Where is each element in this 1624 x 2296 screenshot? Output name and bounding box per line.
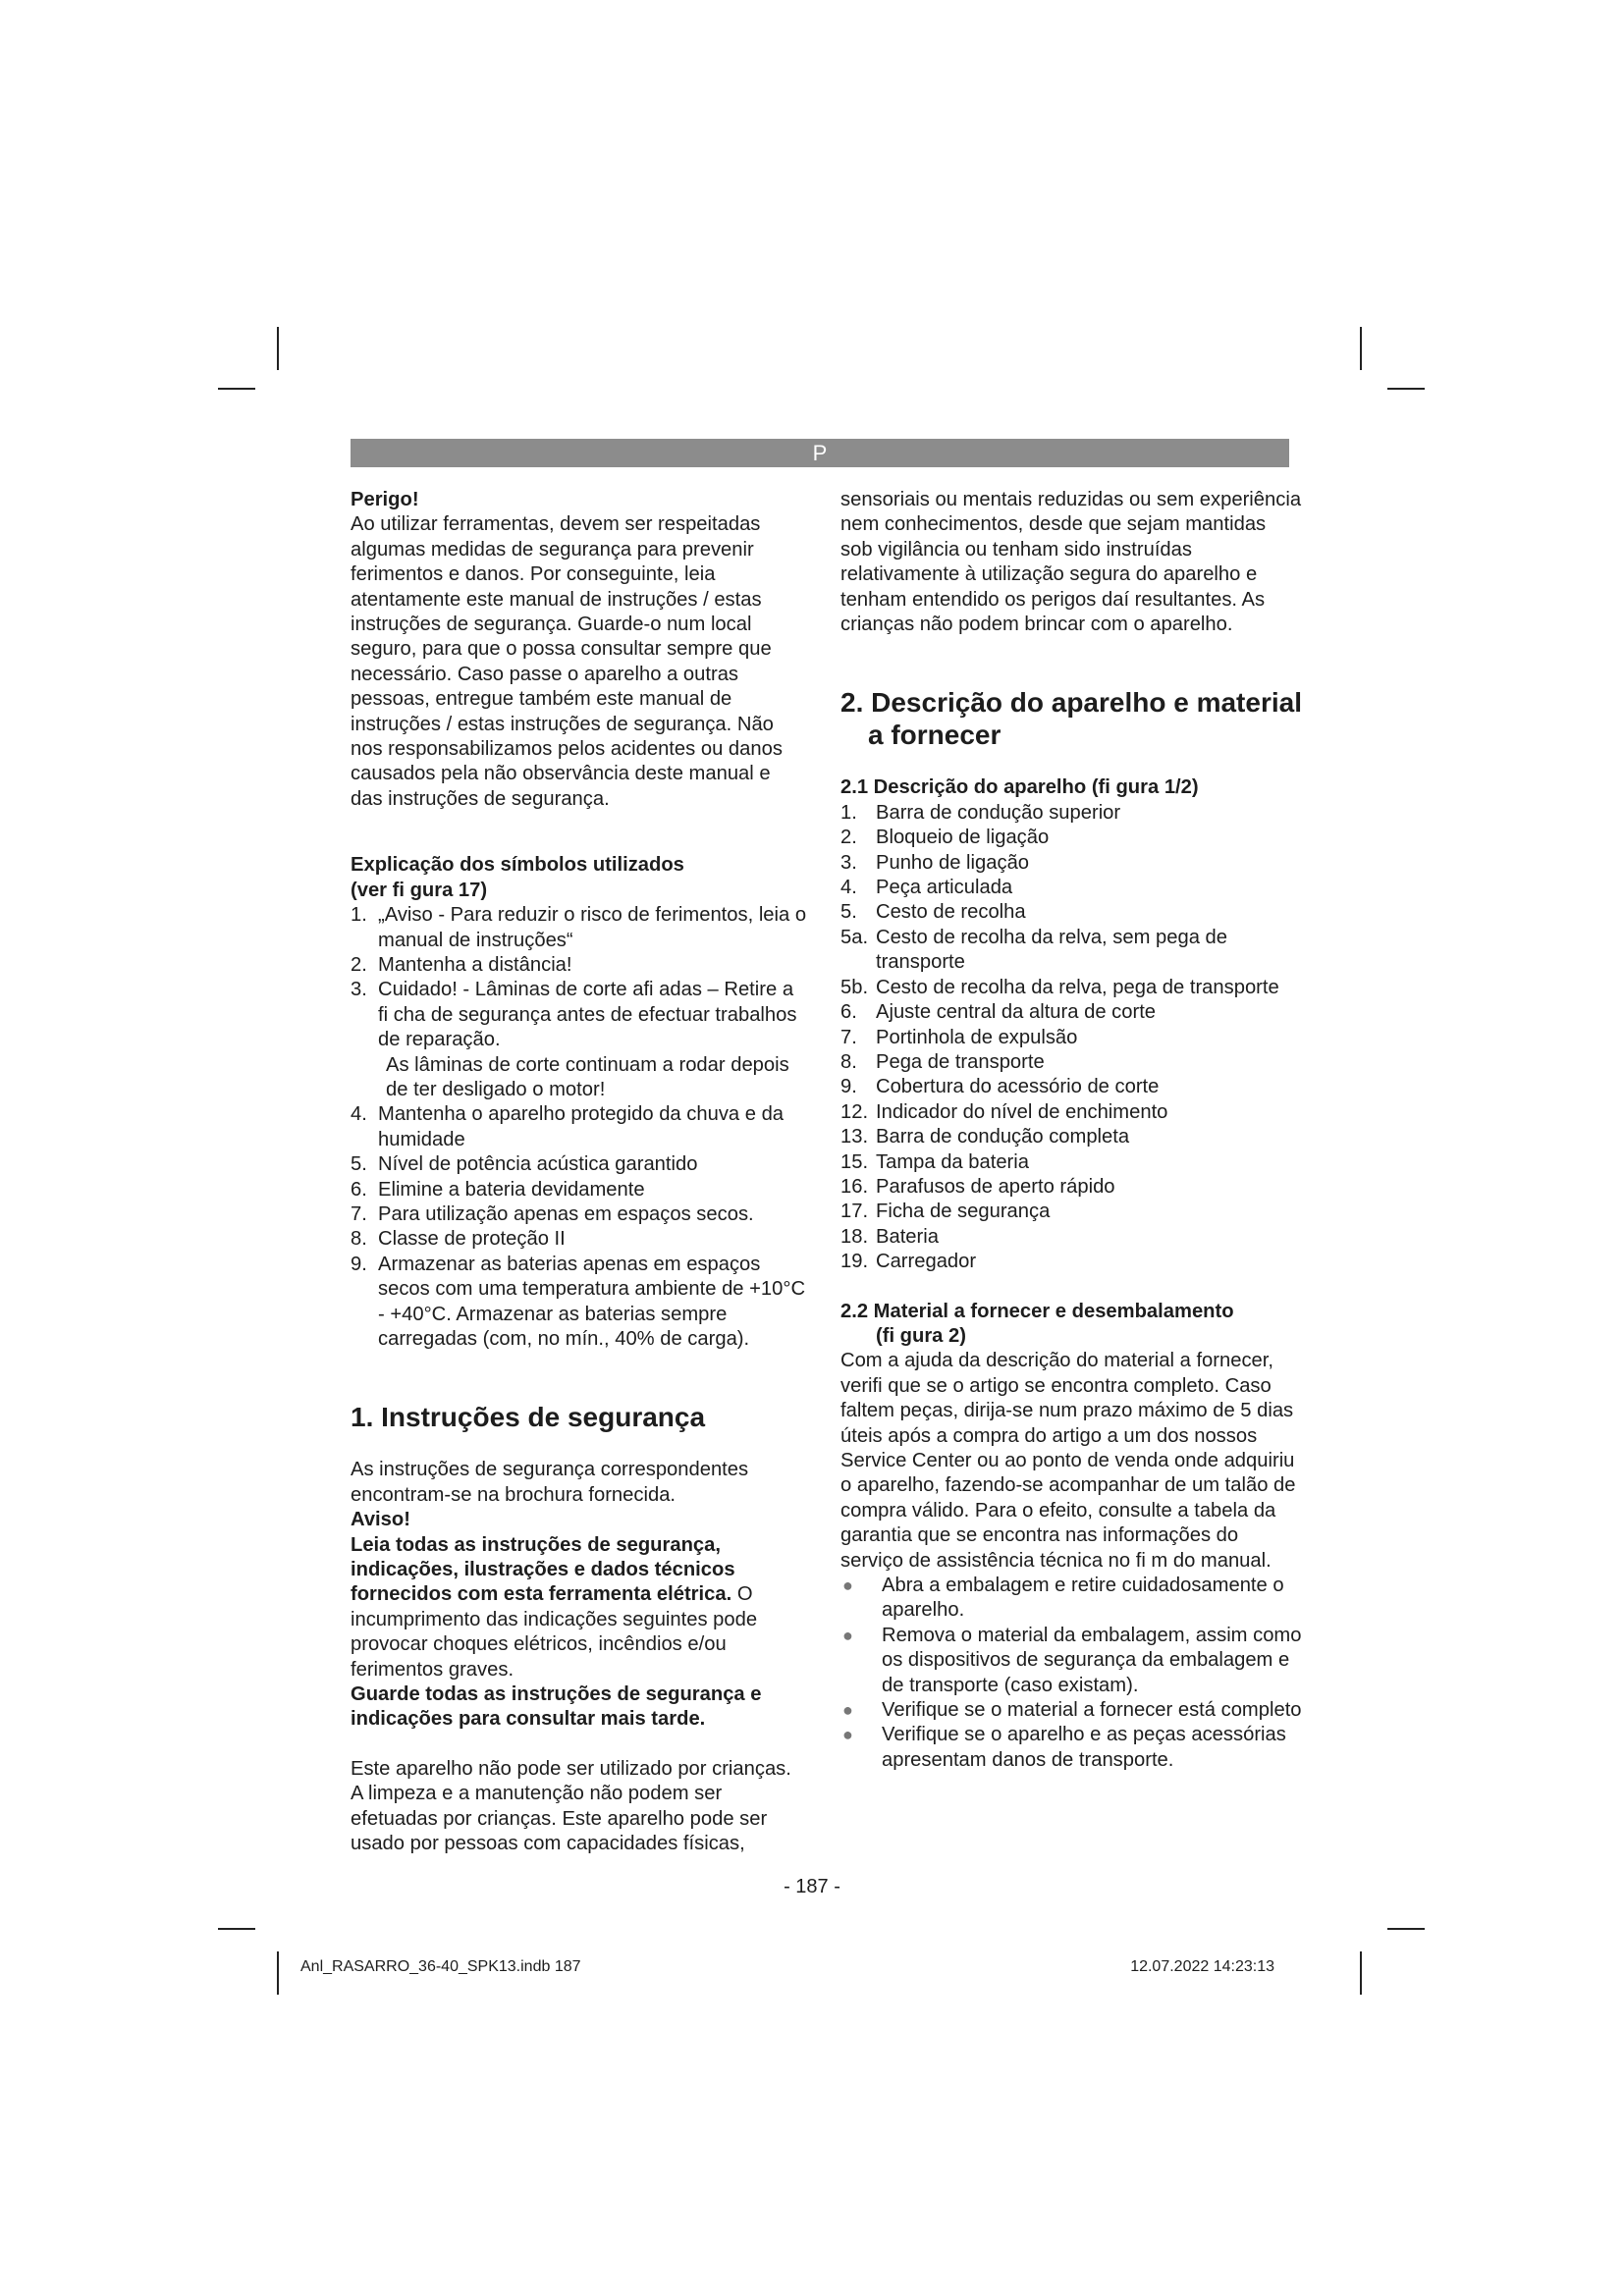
list-item: 7. Para utilização apenas em espaços secos. (351, 1202, 754, 1225)
right-column (840, 488, 1302, 1773)
symbols-list (351, 903, 807, 1352)
crop-mark (1387, 388, 1425, 390)
danger-title: Perigo! (351, 489, 419, 510)
list-item: 2. Mantenha a distância! (351, 953, 572, 976)
list-item: 17. Ficha de segurança (840, 1201, 1051, 1223)
list-item: 3. Punho de ligação (840, 851, 1030, 874)
crop-mark (1360, 1951, 1362, 1995)
unpacking-list (840, 1574, 1302, 1773)
subsection-2-2-ref: (fi gura 2) (876, 1324, 966, 1347)
list-item: 3. Cuidado! - Lâminas de corte afi adas – Retire a fi cha de segurança antes de efectuar trabalhos de reparação. As lâminas de corte continuam a rodar depois de ter desligado o motor! (351, 979, 797, 1100)
list-item: ● Remova o material da embalagem, assim como os dispositivos de segurança da embalagem e de transporte (caso existam). (842, 1624, 1302, 1696)
crop-mark (1387, 1928, 1425, 1930)
list-item: 18. Bateria (840, 1225, 939, 1248)
symbols-title: Explicação dos símbolos utilizados (351, 854, 684, 877)
section-1-intro: As instruções de segurança correspondentes encontram-se na brochura fornecida. (351, 1459, 749, 1506)
list-item: 8. Pega de transporte (840, 1050, 1045, 1073)
parts-list (840, 801, 1302, 1275)
danger-text: Ao utilizar ferramentas, devem ser respeitadas algumas medidas de segurança para prevenir ferimentos e danos. Por conseguinte, leia atentamente este manual de instruções / estas instruções de segurança. Guarde-o num local seguro, para que o possa consultar sempre que necessário. Caso passe o aparelho a outras pessoas, entregue também este manual de instruções / estas instruções de segurança. Não nos responsabilizamos pelos acidentes ou danos causados pela não observância deste manual e das instruções de segurança. (351, 513, 783, 810)
crop-mark (277, 327, 279, 370)
footer-timestamp: 12.07.2022 14:23:13 (1130, 1958, 1274, 1975)
list-item: 1. Barra de condução superior (840, 801, 1121, 824)
list-item: 12. Indicador do nível de enchimento (840, 1100, 1168, 1123)
list-item: 4. Mantenha o aparelho protegido da chuva e da humidade (351, 1103, 785, 1150)
crop-mark (218, 388, 255, 390)
list-item: 9. Armazenar as baterias apenas em espaços secos com uma temperatura ambiente de +10°C - +40°C. Armazenar as baterias sempre carregadas (com, no mín., 40% de carga). (351, 1253, 806, 1350)
keep-instructions: Guarde todas as instruções de segurança e indicações para consultar mais tarde. (351, 1683, 762, 1731)
list-item: 5. Cesto de recolha (840, 901, 1026, 924)
symbols-title-ref: (ver fi gura 17) (351, 879, 488, 901)
language-header-bar (351, 439, 1289, 467)
list-item: 7. Portinhola de expulsão (840, 1026, 1078, 1048)
list-item: ● Verifique se o aparelho e as peças acessórias apresentam danos de transporte. (842, 1724, 1286, 1771)
section-2-title: 2. Descrição do aparelho e material a fornecer (840, 687, 1302, 751)
list-item: 9. Cobertura do acessório de corte (840, 1076, 1160, 1098)
list-item: 16. Parafusos de aperto rápido (840, 1175, 1115, 1198)
crop-mark (1360, 327, 1362, 370)
list-item: 1. „Aviso - Para reduzir o risco de ferimentos, leia o manual de instruções“ (351, 904, 807, 951)
children-text: Este aparelho não pode ser utilizado por crianças. A limpeza e a manutenção não podem ser efetuadas por crianças. Este aparelho pode ser usado por pessoas com capacidades físicas, (351, 1757, 791, 1855)
list-item: 6. Elimine a bateria devidamente (351, 1178, 645, 1201)
footer-file-name: Anl_RASARRO_36-40_SPK13.indb 187 (300, 1958, 581, 1975)
list-item: 5b. Cesto de recolha da relva, pega de transporte (840, 976, 1279, 998)
list-item: ● Abra a embalagem e retire cuidadosamente o aparelho. (842, 1575, 1284, 1622)
list-item: 8. Classe de proteção II (351, 1228, 566, 1251)
list-item: ● Verifique se o material a fornecer está completo (842, 1699, 1302, 1722)
section-1-title: 1. Instruções de segurança (351, 1402, 706, 1433)
crop-mark (218, 1928, 255, 1930)
list-item: 5. Nível de potência acústica garantido (351, 1153, 698, 1176)
list-item: 4. Peça articulada (840, 877, 1013, 899)
crop-mark (277, 1951, 279, 1995)
subsection-2-2-title: 2.2 Material a fornecer e desembalamento (840, 1300, 1234, 1322)
page-number: - 187 - (784, 1876, 840, 1897)
list-item: 6. Ajuste central da altura de corte (840, 1001, 1157, 1024)
list-item: 13. Barra de condução completa (840, 1126, 1130, 1148)
children-text-continued: sensoriais ou mentais reduzidas ou sem experiência nem conhecimentos, desde que sejam mantidas sob vigilância ou tenham sido instruídas relativamente à utilização segura do aparelho e tenham entendido os perigos daí resultantes. As crianças não podem brincar com o aparelho. (840, 489, 1302, 636)
list-item: 5a. Cesto de recolha da relva, sem pega de transporte (840, 926, 1227, 974)
left-column (351, 488, 807, 1857)
subsection-2-2-text: Com a ajuda da descrição do material a fornecer, verifi que se o artigo se encontra completo. Caso faltem peças, dirija-se num prazo máximo de 5 dias úteis após a compra do artigo a um dos nossos Service Center ou ao ponto de venda onde adquiriu o aparelho, fazendo-se acompanhar de um talão de compra válido. Para o efeito, consulte a tabela da garantia que se encontra nas informações do serviço de assistência técnica no fi m do manual. (840, 1350, 1296, 1572)
list-item: 19. Carregador (840, 1251, 977, 1273)
list-item: 15. Tampa da bateria (840, 1150, 1029, 1173)
subsection-2-1-title: 2.1 Descrição do aparelho (fi gura 1/2) (840, 776, 1199, 799)
warning-text: Leia todas as instruções de segurança, indicações, ilustrações e dados técnicos fornecidos com esta ferramenta elétrica. O incumprimento das indicações seguintes pode provocar choques elétricos, incêndios e/ou ferimentos graves. (351, 1533, 758, 1681)
warning-label: Aviso! (351, 1509, 410, 1531)
list-item: 2. Bloqueio de ligação (840, 827, 1050, 849)
language-code: P (812, 441, 828, 465)
